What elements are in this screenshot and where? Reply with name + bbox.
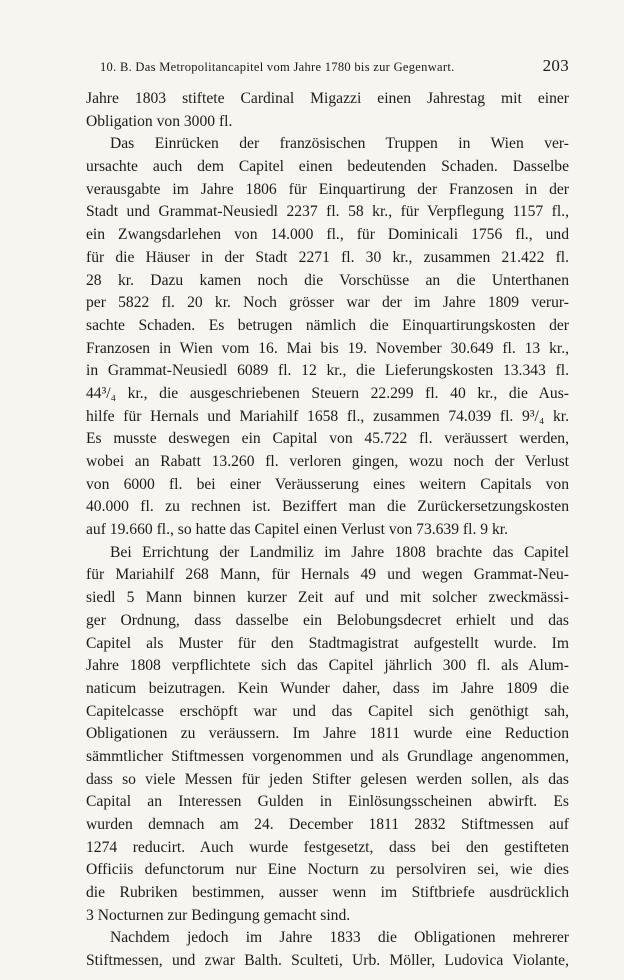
text-line: ursachte auch dem Capitel einen bedeutenden Schaden. Dasselbe <box>86 158 569 176</box>
text-line: Capitelcasse erschöpft war und das Capitel sich genöthigt sah, <box>86 702 569 720</box>
text-line: die Rubriken bestimmen, ausser wenn im Stiftbriefe ausdrücklich <box>86 884 569 902</box>
page-body-text <box>86 88 569 973</box>
text-line: verausgabte im Jahre 1806 für Einquartirung der Franzosen in der <box>86 180 569 198</box>
text-line: Jahre 1803 stiftete Cardinal Migazzi einen Jahrestag mit einer <box>86 90 569 107</box>
text-line: für die Häuser in der Stadt 2271 fl. 30 kr., zusammen 21.422 fl. <box>86 248 569 266</box>
text-line: naticum beizutragen. Kein Wunder daher, dass im Jahre 1809 die <box>86 679 569 697</box>
text-line: siedl 5 Mann binnen kurzer Zeit auf und mit solcher zweckmässi- <box>86 589 569 607</box>
text-line: Bei Errichtung der Landmiliz im Jahre 1808 brachte das Capitel <box>110 543 569 561</box>
page-number: 203 <box>542 56 569 75</box>
text-line: in Grammat-Neusiedl 6089 fl. 12 kr., die Lieferungskosten 13.343 fl. <box>86 362 569 380</box>
text-line: 3 Nocturnen zur Bedingung gemacht sind. <box>86 906 351 924</box>
page-header <box>86 56 569 80</box>
text-line: wobei an Rabatt 13.260 fl. verloren gingen, wozu noch der Verlust <box>86 453 569 470</box>
text-line: 44³/₄ kr., die ausgeschriebenen Steuern 22.299 fl. 40 kr., die Aus- <box>86 384 569 402</box>
text-line: 40.000 fl. zu rechnen ist. Beziffert man die Zurückersetzungskosten <box>86 498 569 516</box>
text-line: 1274 reducirt. Auch wurde festgesetzt, dass bei den gestifteten <box>86 838 569 856</box>
running-title: 10. B. Das Metropolitancapitel vom Jahre 1780 bis zur Gegenwart. <box>100 60 455 74</box>
text-line: für Mariahilf 268 Mann, für Hernals 49 und wegen Grammat-Neu- <box>86 566 569 584</box>
text-line: von 6000 fl. bei einer Veräusserung eines weitern Capitals von <box>86 475 569 493</box>
text-line: Capitel als Muster für den Stadtmagistrat aufgestellt wurde. Im <box>86 634 569 652</box>
text-line: Capital an Interessen Gulden in Einlösungsscheinen abwirft. Es <box>86 793 569 811</box>
text-line: auf 19.660 fl., so hatte das Capitel einen Verlust von 73.639 fl. 9 kr. <box>86 521 508 539</box>
text-line: Das Einrücken der französischen Truppen in Wien ver- <box>110 135 569 153</box>
text-line: per 5822 fl. 20 kr. Noch grösser war der im Jahre 1809 verur- <box>86 294 569 312</box>
text-line: Franzosen in Wien vom 16. Mai bis 19. November 30.649 fl. 13 kr., <box>86 339 569 357</box>
text-line: Stiftmessen, und zwar Balth. Sculteti, Urb. Möller, Ludovica Violante, <box>86 952 569 970</box>
text-line: 28 kr. Dazu kamen noch die Vorschüsse an die Unterthanen <box>86 271 569 289</box>
text-line: Nachdem jedoch im Jahre 1833 die Obligationen mehrerer <box>110 929 569 947</box>
text-line: Stadt und Grammat-Neusiedl 2237 fl. 58 kr., für Verpflegung 1157 fl., <box>86 203 569 221</box>
text-line: hilfe für Hernals und Mariahilf 1658 fl., zusammen 74.039 fl. 9³/₄ kr. <box>86 407 569 425</box>
text-line: sämmtlicher Stiftmessen vorgenommen und als Grundlage angenommen, <box>86 747 569 765</box>
text-line: dass so viele Messen für jeden Stifter gelesen werden sollen, als das <box>86 770 569 788</box>
text-line: Es musste deswegen ein Capital von 45.722 fl. veräussert werden, <box>86 430 569 448</box>
text-line: Obligation von 3000 fl. <box>86 112 233 130</box>
text-line: sachte Schaden. Es betrugen nämlich die Einquartirungskosten der <box>86 316 569 334</box>
text-line: Officiis defunctorum nur Eine Nocturn zu persolviren sei, wie dies <box>86 861 569 879</box>
text-line: wurden demnach am 24. December 1811 2832 Stiftmessen auf <box>86 816 569 833</box>
text-line: ger Ordnung, dass dasselbe ein Belobungsdecret erhielt und das <box>86 611 569 629</box>
text-line: Obligationen zu veräussern. Im Jahre 1811 wurde eine Reduction <box>86 725 569 743</box>
text-line: Jahre 1808 verpflichtete sich das Capitel jährlich 300 fl. als Alum- <box>86 657 569 675</box>
text-line: ein Zwangsdarlehen von 14.000 fl., für Dominicali 1756 fl., und <box>86 226 569 244</box>
